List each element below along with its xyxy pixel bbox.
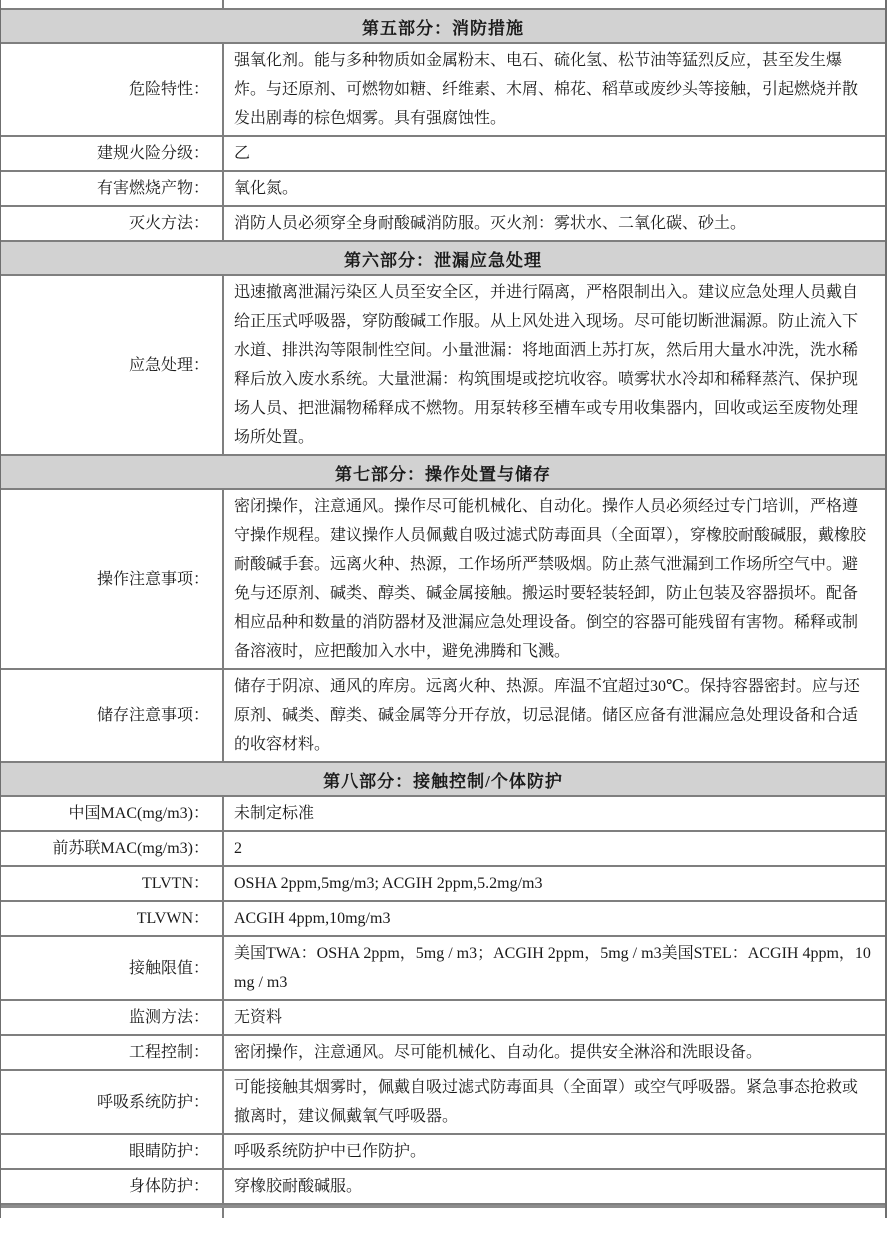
row-label: 应急处理： (1, 276, 224, 454)
row-label: TLVTN： (1, 867, 224, 900)
section-header (1, 242, 885, 276)
table-row (1, 137, 885, 172)
row-content: 美国TWA：OSHA 2ppm，5mg / m3；ACGIH 2ppm，5mg / m3美国STEL：ACGIH 4ppm，10mg / m3 (234, 945, 871, 991)
table-row (1, 670, 885, 763)
section-header (1, 763, 885, 797)
section-header-label: 第七部分：操作处置与储存 (335, 464, 551, 484)
table-row (1, 902, 885, 937)
section-header-label: 第六部分：泄漏应急处理 (344, 250, 542, 270)
section-header-label: 第五部分：消防措施 (362, 18, 524, 38)
row-label: 身体防护： (1, 1170, 224, 1203)
table-row (1, 1071, 885, 1135)
row-label: 监测方法： (1, 1001, 224, 1034)
row-label: 中国MAC(mg/m3)： (1, 797, 224, 830)
row-label: 建规火险分级： (1, 137, 224, 170)
row-label: 前苏联MAC(mg/m3)： (1, 832, 224, 865)
table-row (1, 44, 885, 137)
row-label: 危险特性： (1, 44, 224, 135)
table-row (1, 1001, 885, 1036)
table-row (1, 1170, 885, 1205)
row-label: 呼吸系统防护： (1, 1071, 224, 1133)
row-label: 接触限值： (1, 937, 224, 999)
table-partial-row-top (1, 0, 885, 10)
row-content (224, 1208, 885, 1239)
row-content: ACGIH 4ppm,10mg/m3 (234, 910, 391, 927)
row-content: 储存于阴凉、通风的库房。远离火种、热源。库温不宜超过30℃。保持容器密封。应与还原剂、碱类、醇类、碱金属等分开存放，切忌混储。储区应备有泄漏应急处理设备和合适的收容材料。 (234, 678, 860, 753)
row-label: 灭火方法： (1, 207, 224, 240)
table-row (1, 832, 885, 867)
row-content: OSHA 2ppm,5mg/m3; ACGIH 2ppm,5.2mg/m3 (234, 875, 543, 892)
row-content: 无资料 (234, 1009, 283, 1026)
table-row (1, 937, 885, 1001)
table-row (1, 207, 885, 242)
table-row (1, 1135, 885, 1170)
row-content: 强氧化剂。能与多种物质如金属粉末、电石、硫化氢、松节油等猛烈反应，甚至发生爆炸。与还原剂、可燃物如糖、纤维素、木屑、棉花、稻草或废纱头等接触，引起燃烧并散发出剧毒的棕色烟雾。具有强腐蚀性。 (234, 52, 859, 127)
row-content: 乙 (234, 145, 251, 162)
row-content: 密闭操作，注意通风。尽可能机械化、自动化。提供安全淋浴和洗眼设备。 (234, 1044, 763, 1061)
row-content: 氧化氮。 (234, 180, 299, 197)
table-row (1, 867, 885, 902)
row-label (1, 1208, 224, 1218)
row-content (224, 0, 885, 31)
row-content: 可能接触其烟雾时，佩戴自吸过滤式防毒面具（全面罩）或空气呼吸器。紧急事态抢救或撤离时，建议佩戴氧气呼吸器。 (234, 1079, 859, 1125)
row-label: TLVWN： (1, 902, 224, 935)
row-label: 有害燃烧产物： (1, 172, 224, 205)
table-partial-row-bottom (1, 1205, 885, 1218)
row-content: 穿橡胶耐酸碱服。 (234, 1178, 363, 1195)
row-content: 未制定标准 (234, 805, 315, 822)
row-content: 呼吸系统防护中已作防护。 (234, 1143, 427, 1160)
table-row (1, 797, 885, 832)
row-label: 储存注意事项： (1, 670, 224, 761)
table-row (1, 172, 885, 207)
row-label: 眼睛防护： (1, 1135, 224, 1168)
table-row (1, 490, 885, 670)
row-label: 工程控制： (1, 1036, 224, 1069)
sections-container (1, 10, 885, 1205)
row-content: 密闭操作，注意通风。操作尽可能机械化、自动化。操作人员必须经过专门培训，严格遵守操作规程。建议操作人员佩戴自吸过滤式防毒面具（全面罩），穿橡胶耐酸碱服，戴橡胶耐酸碱手套。远离火种、热源，工作场所严禁吸烟。防止蒸气泄漏到工作场所空气中。避免与还原剂、碱类、醇类、碱金属接触。搬运时要轻装轻卸，防止包装及容器损坏。配备相应品种和数量的消防器材及泄漏应急处理设备。倒空的容器可能残留有害物。稀释或制备溶液时，应把酸加入水中，避免沸腾和飞溅。 (234, 498, 867, 660)
table-row (1, 1036, 885, 1071)
row-label: 操作注意事项： (1, 490, 224, 668)
row-content: 消防人员必须穿全身耐酸碱消防服。灭火剂：雾状水、二氧化碳、砂土。 (234, 215, 747, 232)
row-content: 迅速撤离泄漏污染区人员至安全区，并进行隔离，严格限制出入。建议应急处理人员戴自给正压式呼吸器，穿防酸碱工作服。从上风处进入现场。尽可能切断泄漏源。防止流入下水道、排洪沟等限制性空间。小量泄漏：将地面洒上苏打灰，然后用大量水冲洗，洗水稀释后放入废水系统。大量泄漏：构筑围堤或挖坑收容。喷雾状水冷却和稀释蒸汽、保护现场人员、把泄漏物稀释成不燃物。用泵转移至槽车或专用收集器内，回收或运至废物处理场所处置。 (234, 284, 859, 446)
table-row (1, 276, 885, 456)
row-label (1, 0, 224, 8)
section-header (1, 456, 885, 490)
row-content: 2 (234, 840, 242, 857)
section-header-label: 第八部分：接触控制/个体防护 (323, 771, 563, 791)
